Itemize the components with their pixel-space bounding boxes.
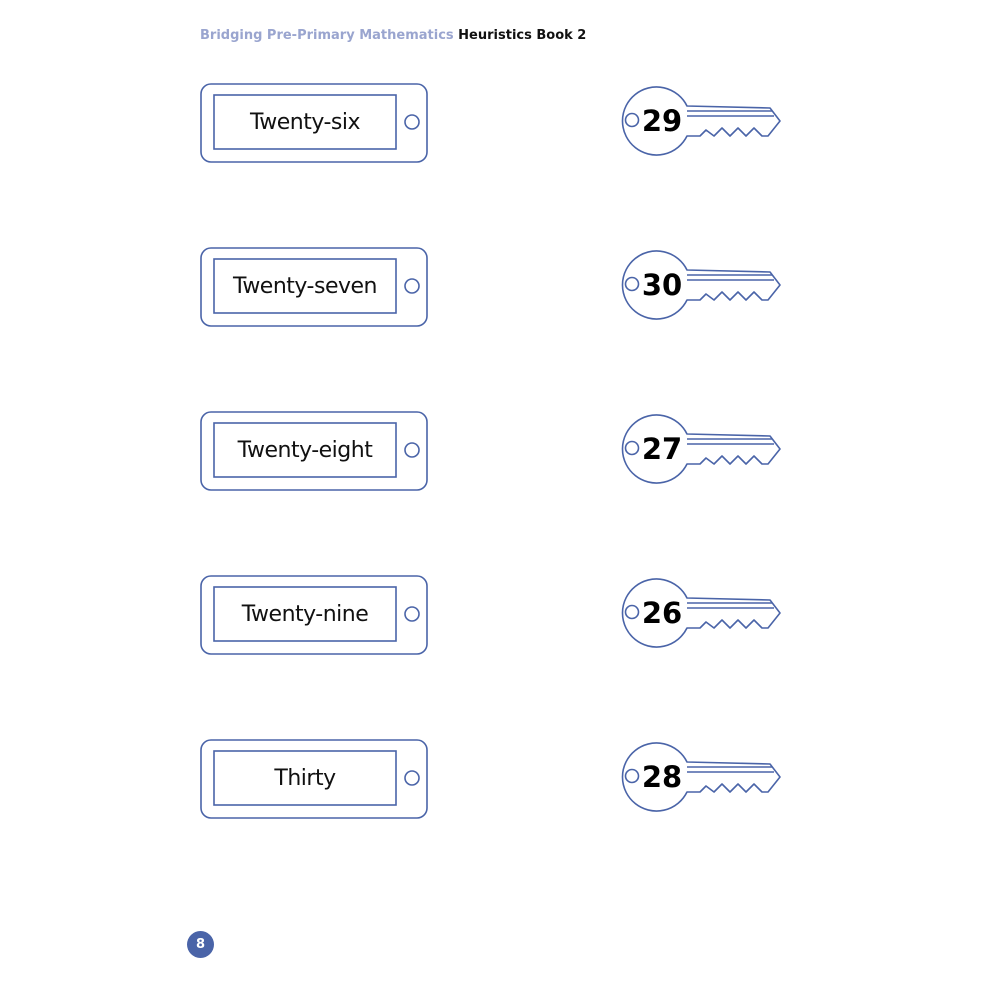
key-tag [200,411,428,491]
key-tag [200,739,428,819]
key-tag [200,247,428,327]
tag-label: Twenty-seven [233,273,377,299]
match-row [0,247,983,329]
page-header [200,28,586,43]
key [620,739,786,815]
match-row [0,411,983,493]
key-number: 27 [641,432,683,466]
key-number: 28 [641,760,683,794]
key-number: 29 [641,104,683,138]
key [620,575,786,651]
series-title: Bridging Pre-Primary Mathematics [200,28,454,43]
tag-label: Twenty-six [249,109,361,135]
match-row [0,83,983,165]
key-number: 26 [641,596,683,630]
page-number-badge: 8 [187,931,214,958]
key-tag [200,83,428,163]
tag-label: Twenty-nine [241,601,369,627]
match-row [0,739,983,821]
tag-label: Thirty [274,765,336,791]
book-title: Heuristics Book 2 [458,28,587,43]
key [620,411,786,487]
tag-label: Twenty-eight [237,437,373,463]
match-row [0,575,983,657]
key-tag [200,575,428,655]
key [620,247,786,323]
key [620,83,786,159]
key-number: 30 [641,268,683,302]
